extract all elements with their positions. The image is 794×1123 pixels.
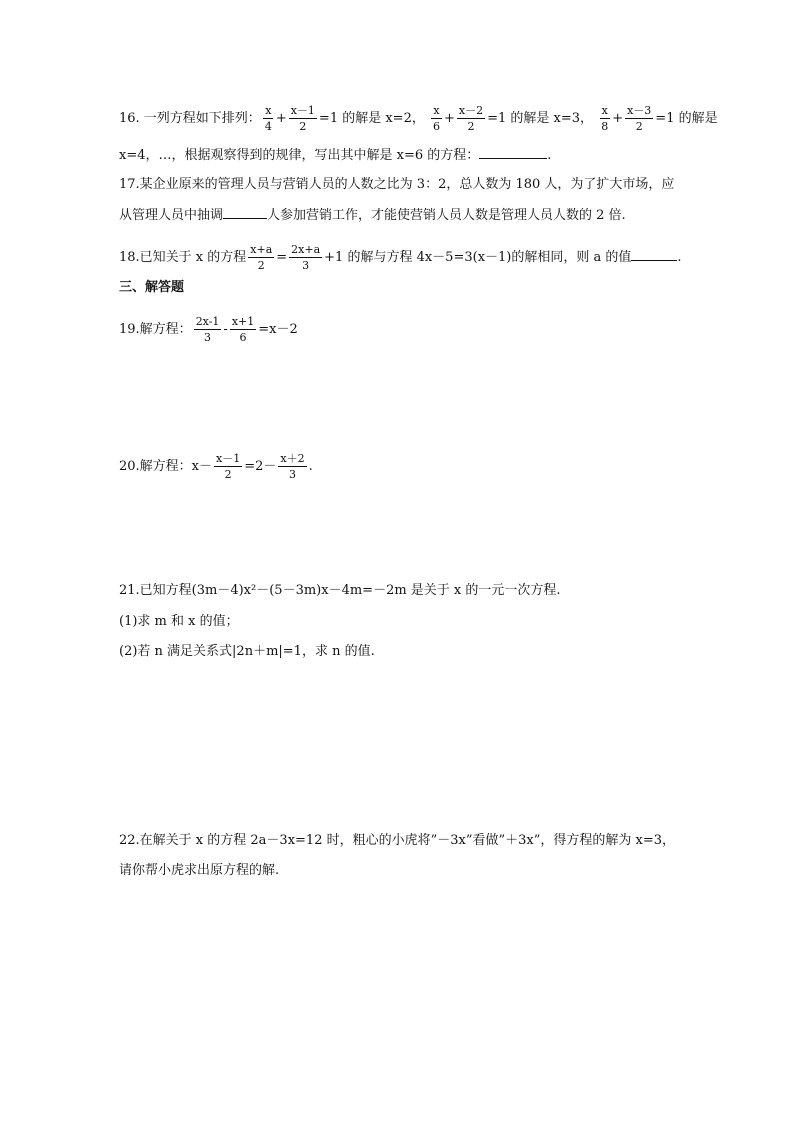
q16-fraction: $\frac{x}{6}$ — [433, 104, 440, 133]
q16-solution-2: =1 的解是 x=3， — [487, 111, 594, 126]
q19-fraction: $\frac{x+1}{6}$ — [231, 315, 255, 344]
q16-fraction: $\frac{x}{8}$ — [601, 104, 609, 133]
q16-line2: x=4，…，根据观察得到的规律，写出其中解是 x=6 的方程： . — [119, 148, 552, 163]
q16-solution-3: =1 的解是 — [655, 111, 718, 126]
q22-line1: 22.在解关于 x 的方程 2a－3x=12 时，粗心的小虎将”－3x”看做”＋3x”，得方程的解为 x=3， — [119, 833, 676, 848]
q16-fraction: $\frac{x-3}{2}$ — [627, 104, 652, 133]
q20-fraction: $\frac{x-1}{2}$ — [216, 452, 241, 481]
q18-answer-blank[interactable] — [631, 248, 677, 261]
q21-part1: (1)求 m 和 x 的值； — [119, 614, 239, 629]
q20-line: 20.解方程：x－ $\frac{x-1}{2}$ =2－ $\frac{x+2}{3}$ . — [119, 452, 313, 481]
q17-line2: 从管理人员中抽调 人参加营销工作，才能使营销人员人数是管理人员人数的 2 倍. — [119, 208, 626, 223]
section-heading: 三、解答题 — [119, 280, 185, 295]
q16-fraction: $\frac{x-2}{2}$ — [458, 104, 484, 133]
q19-line: 19.解方程： $\frac{2x-1}{3}$ - $\frac{x+1}{6}$ =x－2 — [119, 315, 298, 344]
q16-fraction: $\frac{x-1}{2}$ — [290, 104, 315, 133]
q16-lead: 16. 一列方程如下排列： — [119, 111, 261, 126]
q20-fraction: $\frac{x+2}{3}$ — [280, 452, 305, 481]
q22-line2: 请你帮小虎求出原方程的解. — [119, 863, 280, 878]
q16-answer-blank[interactable] — [479, 146, 547, 159]
q18-fraction: $\frac{2x+a}{3}$ — [291, 243, 321, 272]
q16-fraction: $\frac{x}{4}$ — [264, 104, 272, 133]
q18-fraction: $\frac{x+a}{2}$ — [250, 243, 273, 272]
q17-answer-blank[interactable] — [223, 206, 267, 219]
q21-line1: 21.已知方程(3m－4)x²－(5－3m)x－4m=－2m 是关于 x 的一元一次方程. — [119, 583, 561, 598]
q21-part2: (2)若 n 满足关系式|2n＋m|=1，求 n 的值. — [119, 644, 375, 659]
q18-line: 18.已知关于 x 的方程 $\frac{x+a}{2}$ = $\frac{2x+a}{3}$ +1 的解与方程 4x－5=3(x－1)的解相同，则 a 的值 . — [119, 243, 682, 272]
q16-line1: 16. 一列方程如下排列： $\frac{x}{4}$ + $\frac{x-1}{2}$ =1 的解是 x=2， $\frac{x}{6}$ + $\frac{x-2}{2}$ =1 的解是 x=3， $\frac{x}{8}$ + $\frac{x-3}{2}$ =1 的解是 — [119, 104, 718, 133]
q19-fraction: $\frac{2x-1}{3}$ — [195, 315, 220, 344]
q16-solution-1: =1 的解是 x=2， — [318, 111, 425, 126]
q17-line1: 17.某企业原来的管理人员与营销人员的人数之比为 3：2，总人数为 180 人，为了扩大市场，应 — [119, 177, 675, 192]
